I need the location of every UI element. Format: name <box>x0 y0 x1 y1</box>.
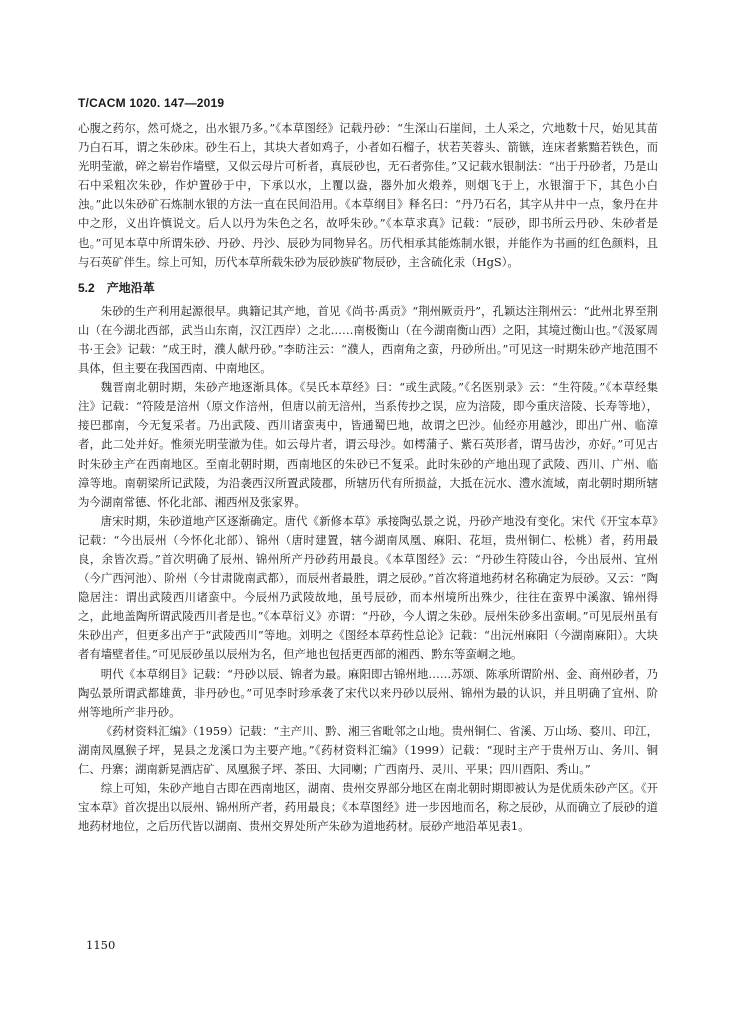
body-text <box>78 119 658 836</box>
section-title: 产地沿革 <box>106 280 155 295</box>
page-number: 1150 <box>86 938 116 952</box>
section-number: 5.2 <box>78 280 95 295</box>
paragraph-tang-song: 唐宋时期，朱砂道地产区逐渐确定。唐代《新修本草》承接陶弘景之说，丹砂产地没有变化。宋代《开宝本草》记载：“今出辰州（今怀化北部）、锦州（唐时建置，辖今湖南凤凰、麻阳、花垣，贵州铜仁、松桃）者，药用最良，余皆次焉。”首次明确了辰州、锦州所产丹砂药用最良。《本草图经》云：“丹砂生符陵山谷，今出辰州、宜州（今广西河池）、阶州（今甘肃陇南武都），而辰州者最胜，谓之辰砂。”首次将道地药材名称确定为辰砂。又云：“陶隐居注：谓出武陵西川诸蛮中。今辰州乃武陵故地，虽号辰砂，而本州境所出殊少，往往在蛮界中溪溆、锦州得之，此地盖陶所谓武陵西川者是也。”《本草衍义》亦谓：“丹砂，今人谓之朱砂。辰州朱砂多出蛮峒。”可见辰州虽有朱砂出产，但更多出产于“武陵西川”等地。刘明之《图经本草药性总论》记载：“出沅州麻阳（今湖南麻阳）。大块者有墙壁者佳。”可见辰砂虽以辰州为名，但产地也包括更西部的湘西、黔东等蛮峒之地。 <box>78 513 658 662</box>
paragraph-wei-jin: 魏晋南北朝时期，朱砂产地逐渐具体。《吴氏本草经》曰：“或生武陵。”《名医别录》云：“生符陵。”《本草经集注》记载：“符陵是涪州（原文作涪州，但唐以前无涪州，当系传抄之误，应为涪陵，即今重庆涪陵、长寿等地），接巴郡南，今无复采者。乃出武陵、西川诸蛮夷中，皆通蜀巴地，故谓之巴沙。仙经亦用越沙，即出广州、临漳者，此二处并好。惟须光明莹澈为佳。如云母片者，谓云母沙。如樗蒲子、紫石英形者，谓马齿沙，亦好。”可见古时朱砂主产在西南地区。至南北朝时期，西南地区的朱砂已不复采。此时朱砂的产地出现了武陵、西川、广州、临漳等地。南朝梁所记武陵，为沿袭西汉所置武陵郡，所辖历代有所损益，大抵在沅水、澧水流域，南北朝时期所辖为今湖南常德、怀化北部、湘西州及张家界。 <box>78 380 658 509</box>
paragraph-origin: 朱砂的生产利用起源很早。典籍记其产地，首见《尚书·禹贡》“荆州厥贡丹”，孔颖达注荆州云：“此州北界至荆山（在今湖北西部，武当山东南，汉江西岸）之北……南极衡山（在今湖南衡山西）之阳，其境过衡山也。”《汲冢周书·王会》记载：“成王时，濮人献丹砂。”李昉注云：“濮人，西南角之蛮，丹砂所出。”可见这一时期朱砂产地范围不具体，但主要在我国西南、中南地区。 <box>78 303 658 376</box>
paragraph-ming: 明代《本草纲目》记载：“丹砂以辰、锦者为最。麻阳即古锦州地……苏颂、陈承所谓阶州、金、商州砂者，乃陶弘景所谓武都雄黄，非丹砂也。”可见李时珍承袭了宋代以来丹砂以辰州、锦州为最的认识，并且明确了宜州、阶州等地所产非丹砂。 <box>78 666 658 719</box>
paragraph-summary: 综上可知，朱砂产地自古即在西南地区，湖南、贵州交界部分地区在南北朝时期即被认为是优质朱砂产区。《开宝本草》首次提出以辰州、锦州所产者，药用最良；《本草图经》进一步因地而名，称之辰砂，从而确立了辰砂的道地药材地位，之后历代皆以湖南、贵州交界处所产朱砂为道地药材。辰砂产地沿革见表1。 <box>78 781 658 834</box>
section-heading <box>78 280 658 296</box>
paragraph-continuation: 心腹之药尔，然可烧之，出水银乃多。”《本草图经》记载丹砂：“生深山石崖间，土人采之，穴地数十尺，始见其苗乃白石耳，谓之朱砂床。砂生石上，其块大者如鸡子，小者如石榴子，状若芙蓉头、箭镞，连床者紫黯若铁色，而光明莹澈，碎之崭岩作墙壁，又似云母片可析者，真辰砂也，无石者弥佳。”又记载水银制法：“出于丹砂者，乃是山石中采粗次朱砂，作炉置砂于中，下承以水，上覆以盎，器外加火煅养，则烟飞于上，水银溜于下，其色小白浊。”此以朱砂矿石炼制水银的方法一直在民间沿用。《本草纲目》释名曰：“丹乃石名，其字从井中一点，象丹在井中之形，义出许慎说文。后人以丹为朱色之名，故呼朱砂。”《本草求真》记载：“辰砂，即书所云丹砂、朱砂者是也。”可见本草中所谓朱砂、丹砂、丹沙、辰砂为同物异名。历代相承其能炼制水银，并能作为书画的红色颜料，且与石英矿伴生。综上可知，历代本草所载朱砂为辰砂族矿物辰砂，主含硫化汞（HgS）。 <box>78 121 658 269</box>
paragraph-modern: 《药材资料汇编》（1959）记载：“主产川、黔、湘三省毗邻之山地。贵州铜仁、省溪、万山场、婺川、印江，湖南凤凰猴子坪，晃县之龙溪口为主要产地。”《药材资料汇编》（1999）记载：“现时主产于贵州万山、务川、铜仁、丹寨；湖南新晃酒店矿、凤凰猴子坪、茶田、大同喇；广西南丹、灵川、平果；四川酉阳、秀山。” <box>78 723 658 776</box>
standard-code-header: T/CACM 1020. 147—2019 <box>78 96 225 110</box>
